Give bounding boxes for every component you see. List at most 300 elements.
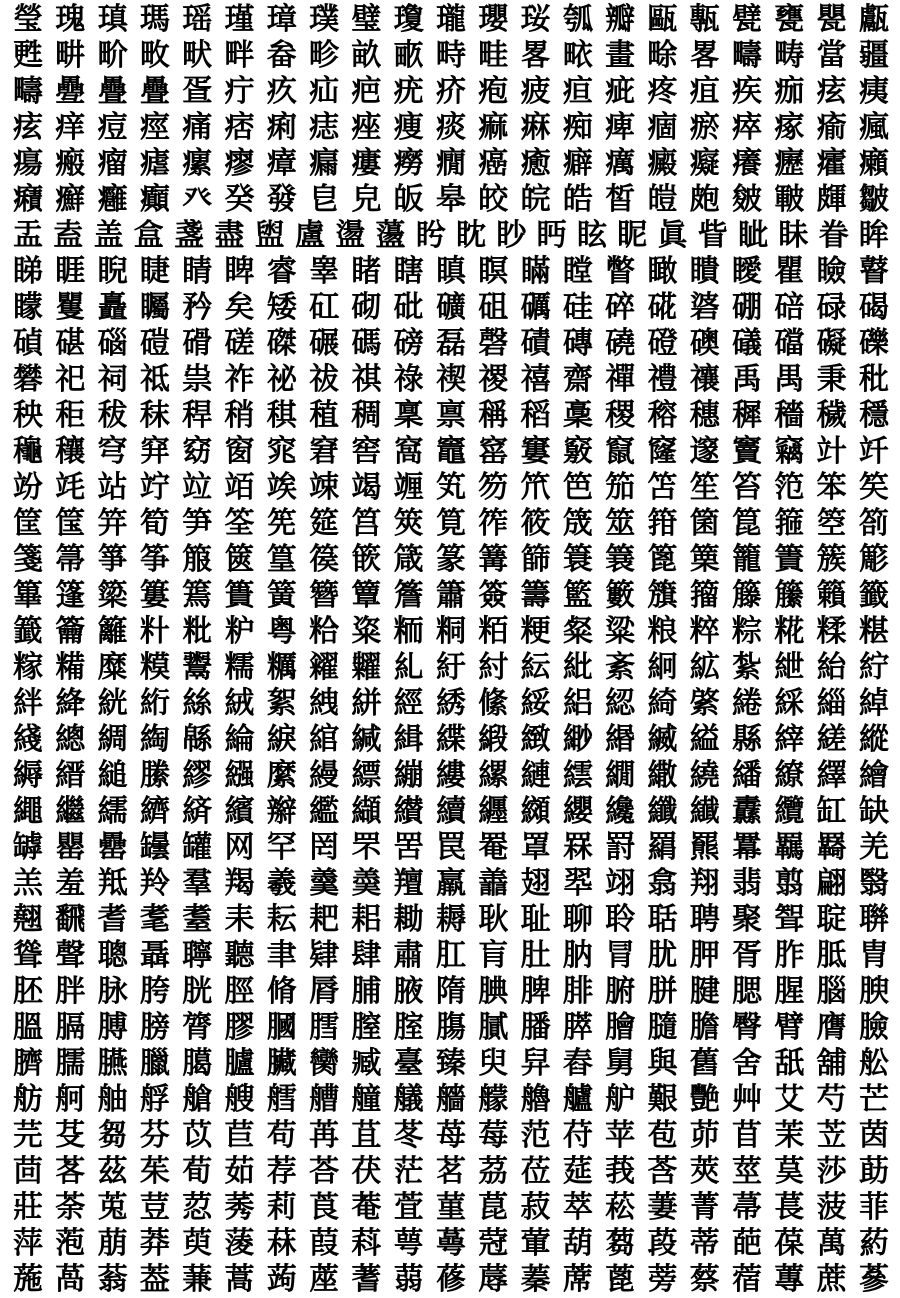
glyph-cell: 纜 bbox=[774, 794, 805, 829]
glyph-cell: 籐 bbox=[732, 578, 763, 613]
glyph-cell: 菠 bbox=[816, 1190, 847, 1225]
glyph-cell: 甓 bbox=[732, 2, 763, 37]
glyph-cell: 碵 bbox=[13, 326, 43, 361]
glyph-cell: 繽 bbox=[224, 794, 255, 829]
glyph-cell: 綣 bbox=[732, 686, 763, 721]
glyph-cell: 蔗 bbox=[816, 1262, 847, 1297]
glyph-cell: 菴 bbox=[351, 1190, 382, 1225]
glyph-cell: 粫 bbox=[393, 614, 424, 649]
glyph-cell: 腟 bbox=[393, 1010, 424, 1045]
glyph-cell: 粳 bbox=[520, 614, 551, 649]
glyph-cell: 甗 bbox=[858, 2, 889, 37]
glyph-cell: 睾 bbox=[309, 254, 340, 289]
glyph-cell: 臟 bbox=[266, 1046, 297, 1081]
glyph-cell: 胥 bbox=[732, 938, 763, 973]
glyph-cell: 睹 bbox=[351, 254, 382, 289]
glyph-cell: 龝 bbox=[13, 434, 43, 469]
glyph-cell: 胖 bbox=[55, 974, 86, 1009]
glyph-cell: 疆 bbox=[858, 38, 889, 73]
glyph-cell: 畋 bbox=[139, 38, 170, 73]
glyph-cell: 荼 bbox=[55, 1190, 86, 1225]
glyph-cell: 礒 bbox=[732, 326, 763, 361]
glyph-cell: 苟 bbox=[266, 1118, 297, 1153]
glyph-cell: 糜 bbox=[97, 650, 128, 685]
glyph-cell: 皸 bbox=[774, 182, 805, 217]
glyph-cell: 笙 bbox=[689, 470, 720, 505]
glyph-cell: 簓 bbox=[858, 542, 889, 577]
glyph-cell: 秧 bbox=[13, 398, 43, 433]
glyph-cell: 綮 bbox=[689, 686, 720, 721]
glyph-cell: 葫 bbox=[562, 1226, 593, 1261]
glyph-row bbox=[10, 506, 892, 542]
glyph-cell: 网 bbox=[224, 830, 255, 865]
glyph-cell: 疽 bbox=[689, 74, 720, 109]
glyph-cell: 臻 bbox=[435, 1046, 466, 1081]
glyph-cell: 繦 bbox=[224, 758, 255, 793]
glyph-cell: 羶 bbox=[393, 866, 424, 901]
glyph-cell: 皋 bbox=[435, 182, 466, 217]
glyph-cell: 菁 bbox=[689, 1190, 720, 1225]
glyph-cell: 畤 bbox=[435, 38, 466, 73]
glyph-cell: 縱 bbox=[858, 722, 889, 757]
glyph-cell: 絲 bbox=[182, 686, 213, 721]
glyph-row bbox=[10, 74, 892, 110]
glyph-cell: 癢 bbox=[732, 146, 763, 181]
glyph-cell: 聆 bbox=[605, 902, 636, 937]
glyph-cell: 眷 bbox=[818, 218, 849, 253]
glyph-cell: 缺 bbox=[858, 794, 889, 829]
glyph-cell: 稻 bbox=[520, 398, 551, 433]
glyph-cell: 臂 bbox=[774, 1010, 805, 1045]
glyph-cell: 禝 bbox=[478, 362, 509, 397]
glyph-cell: 緞 bbox=[478, 722, 509, 757]
glyph-cell: 茆 bbox=[689, 1118, 720, 1153]
glyph-cell: 肭 bbox=[562, 938, 593, 973]
glyph-cell: 磚 bbox=[562, 326, 593, 361]
glyph-cell: 粨 bbox=[478, 614, 509, 649]
glyph-cell: 竰 bbox=[393, 470, 424, 505]
glyph-cell: 紵 bbox=[858, 650, 889, 685]
glyph-cell: 瓔 bbox=[478, 2, 509, 37]
glyph-cell: 綵 bbox=[774, 686, 805, 721]
glyph-cell: 眄 bbox=[536, 218, 567, 253]
glyph-cell: 疝 bbox=[309, 74, 340, 109]
glyph-cell: 纓 bbox=[562, 794, 593, 829]
glyph-cell: 肚 bbox=[520, 938, 551, 973]
glyph-cell: 舁 bbox=[520, 1046, 551, 1081]
glyph-cell: 聚 bbox=[732, 902, 763, 937]
glyph-cell: 癰 bbox=[97, 182, 128, 217]
glyph-cell: 穃 bbox=[647, 398, 678, 433]
glyph-cell: 蓿 bbox=[732, 1262, 763, 1297]
glyph-cell: 皙 bbox=[605, 182, 636, 217]
glyph-cell: 瞰 bbox=[647, 254, 678, 289]
glyph-cell: 縉 bbox=[55, 758, 86, 793]
glyph-cell: 絆 bbox=[13, 686, 43, 721]
glyph-cell: 艀 bbox=[139, 1082, 170, 1117]
glyph-cell: 盥 bbox=[254, 218, 285, 253]
glyph-cell: 罧 bbox=[562, 830, 593, 865]
glyph-cell: 穢 bbox=[816, 398, 847, 433]
glyph-cell: 脯 bbox=[351, 974, 382, 1009]
glyph-cell: 纛 bbox=[732, 794, 763, 829]
glyph-cell: 綛 bbox=[605, 686, 636, 721]
glyph-cell: 茉 bbox=[774, 1118, 805, 1153]
glyph-cell: 畩 bbox=[562, 38, 593, 73]
glyph-cell: 眛 bbox=[778, 218, 809, 253]
glyph-cell: 繙 bbox=[732, 758, 763, 793]
glyph-cell: 膵 bbox=[562, 1010, 593, 1045]
glyph-cell: 箜 bbox=[816, 506, 847, 541]
glyph-cell: 綢 bbox=[97, 722, 128, 757]
glyph-cell: 礬 bbox=[13, 362, 43, 397]
glyph-cell: 畛 bbox=[309, 38, 340, 73]
glyph-cell: 箟 bbox=[732, 506, 763, 541]
glyph-cell: 癶 bbox=[182, 182, 213, 217]
glyph-cell: 胛 bbox=[689, 938, 720, 973]
glyph-cell: 盡 bbox=[214, 218, 245, 253]
glyph-cell: 胙 bbox=[774, 938, 805, 973]
glyph-cell: 翡 bbox=[732, 866, 763, 901]
glyph-cell: 癜 bbox=[647, 146, 678, 181]
glyph-cell: 羃 bbox=[732, 830, 763, 865]
glyph-cell: 篦 bbox=[647, 542, 678, 577]
glyph-cell: 篩 bbox=[520, 542, 551, 577]
glyph-cell: 艚 bbox=[309, 1082, 340, 1117]
glyph-row bbox=[10, 542, 892, 578]
glyph-cell: 聢 bbox=[816, 902, 847, 937]
glyph-cell: 疣 bbox=[393, 74, 424, 109]
glyph-cell: 甦 bbox=[13, 38, 43, 73]
glyph-cell: 聘 bbox=[689, 902, 720, 937]
glyph-cell: 緘 bbox=[351, 722, 382, 757]
glyph-cell: 篷 bbox=[55, 578, 86, 613]
glyph-cell: 篝 bbox=[478, 542, 509, 577]
glyph-cell: 脣 bbox=[309, 974, 340, 1009]
glyph-cell: 睥 bbox=[224, 254, 255, 289]
glyph-cell: 磴 bbox=[647, 326, 678, 361]
glyph-cell: 罘 bbox=[351, 830, 382, 865]
glyph-cell: 蒂 bbox=[689, 1226, 720, 1261]
glyph-row bbox=[10, 650, 892, 686]
glyph-row bbox=[10, 1082, 892, 1118]
glyph-cell: 聿 bbox=[266, 938, 297, 973]
glyph-cell: 疲 bbox=[520, 74, 551, 109]
glyph-cell: 綏 bbox=[520, 686, 551, 721]
glyph-cell: 礇 bbox=[689, 326, 720, 361]
glyph-cell: 禹 bbox=[732, 362, 763, 397]
glyph-row bbox=[10, 938, 892, 974]
glyph-cell: 苞 bbox=[647, 1118, 678, 1153]
glyph-cell: 莅 bbox=[520, 1154, 551, 1189]
glyph-cell: 聶 bbox=[139, 938, 170, 973]
glyph-cell: 笶 bbox=[858, 470, 889, 505]
glyph-cell: 痘 bbox=[97, 110, 128, 145]
glyph-cell: 疇 bbox=[13, 74, 43, 109]
glyph-cell: 胼 bbox=[647, 974, 678, 1009]
glyph-row bbox=[10, 326, 892, 362]
glyph-cell: 箝 bbox=[647, 506, 678, 541]
glyph-row bbox=[10, 686, 892, 722]
glyph-cell: 盍 bbox=[53, 218, 84, 253]
glyph-cell: 絮 bbox=[266, 686, 297, 721]
glyph-cell: 舅 bbox=[605, 1046, 636, 1081]
glyph-cell: 禀 bbox=[435, 398, 466, 433]
glyph-cell: 疤 bbox=[351, 74, 382, 109]
glyph-row bbox=[10, 1118, 892, 1154]
glyph-cell: 疼 bbox=[647, 74, 678, 109]
glyph-cell: 瘺 bbox=[309, 146, 340, 181]
glyph-cell: 礦 bbox=[435, 290, 466, 325]
glyph-cell: 祕 bbox=[266, 362, 297, 397]
glyph-cell: 粮 bbox=[647, 614, 678, 649]
glyph-cell: 瞿 bbox=[774, 254, 805, 289]
glyph-cell: 痤 bbox=[351, 110, 382, 145]
glyph-cell: 簟 bbox=[351, 578, 382, 613]
glyph-cell: 疸 bbox=[562, 74, 593, 109]
glyph-cell: 蓴 bbox=[774, 1262, 805, 1297]
glyph-cell: 癬 bbox=[55, 182, 86, 217]
glyph-cell: 竝 bbox=[182, 470, 213, 505]
glyph-cell: 萵 bbox=[55, 1262, 86, 1297]
glyph-cell: 疊 bbox=[139, 74, 170, 109]
glyph-cell: 膀 bbox=[139, 1010, 170, 1045]
glyph-cell: 祺 bbox=[351, 362, 382, 397]
glyph-cell: 瘁 bbox=[732, 110, 763, 145]
glyph-cell: 癒 bbox=[520, 146, 551, 181]
glyph-cell: 莵 bbox=[97, 1190, 128, 1225]
glyph-cell: 糺 bbox=[393, 650, 424, 685]
glyph-cell: 苺 bbox=[435, 1118, 466, 1153]
glyph-cell: 竡 bbox=[224, 470, 255, 505]
glyph-cell: 腆 bbox=[478, 974, 509, 1009]
glyph-cell: 睚 bbox=[55, 254, 86, 289]
glyph-cell: 筱 bbox=[520, 506, 551, 541]
glyph-cell: 罍 bbox=[97, 830, 128, 865]
glyph-cell: 眈 bbox=[456, 218, 487, 253]
glyph-cell: 莊 bbox=[13, 1190, 43, 1225]
glyph-cell: 矍 bbox=[55, 290, 86, 325]
glyph-cell: 疵 bbox=[605, 74, 636, 109]
glyph-row bbox=[10, 1046, 892, 1082]
glyph-cell: 疥 bbox=[435, 74, 466, 109]
glyph-cell: 纐 bbox=[520, 794, 551, 829]
glyph-row bbox=[10, 290, 892, 326]
glyph-cell: 畧 bbox=[689, 38, 720, 73]
glyph-cell: 祿 bbox=[393, 362, 424, 397]
glyph-cell: 痳 bbox=[520, 110, 551, 145]
glyph-row bbox=[10, 254, 892, 290]
glyph-cell: 舳 bbox=[97, 1082, 128, 1117]
glyph-cell: 瑰 bbox=[55, 2, 86, 37]
glyph-cell: 罸 bbox=[605, 830, 636, 865]
glyph-cell: 聰 bbox=[97, 938, 128, 973]
glyph-cell: 祠 bbox=[97, 362, 128, 397]
glyph-cell: 痃 bbox=[13, 110, 43, 145]
glyph-cell: 篥 bbox=[689, 542, 720, 577]
glyph-cell: 碣 bbox=[858, 290, 889, 325]
glyph-cell: 簽 bbox=[478, 578, 509, 613]
glyph-cell: 萇 bbox=[774, 1190, 805, 1225]
glyph-cell: 硅 bbox=[562, 290, 593, 325]
glyph-row bbox=[10, 2, 892, 38]
glyph-cell: 瘴 bbox=[266, 146, 297, 181]
glyph-cell: 腱 bbox=[689, 974, 720, 1009]
glyph-cell: 籥 bbox=[55, 614, 86, 649]
glyph-cell: 繚 bbox=[774, 758, 805, 793]
glyph-cell: 瓊 bbox=[393, 2, 424, 37]
glyph-cell: 綸 bbox=[224, 722, 255, 757]
glyph-cell: 穹 bbox=[97, 434, 128, 469]
glyph-cell: 與 bbox=[647, 1046, 678, 1081]
glyph-cell: 瘋 bbox=[858, 110, 889, 145]
glyph-cell: 眤 bbox=[617, 218, 648, 253]
glyph-cell: 瘀 bbox=[689, 110, 720, 145]
glyph-cell: 稘 bbox=[266, 398, 297, 433]
glyph-cell: 艸 bbox=[732, 1082, 763, 1117]
glyph-cell: 葷 bbox=[520, 1226, 551, 1261]
glyph-cell: 簧 bbox=[266, 578, 297, 613]
glyph-cell: 紮 bbox=[732, 650, 763, 685]
glyph-cell: 莇 bbox=[858, 1154, 889, 1189]
glyph-cell: 緕 bbox=[182, 794, 213, 829]
glyph-row bbox=[10, 182, 892, 218]
glyph-cell: 箋 bbox=[13, 542, 43, 577]
glyph-cell: 繻 bbox=[97, 794, 128, 829]
glyph-cell: 蒿 bbox=[224, 1262, 255, 1297]
glyph-cell: 皈 bbox=[393, 182, 424, 217]
glyph-cell: 祟 bbox=[182, 362, 213, 397]
glyph-cell: 胯 bbox=[139, 974, 170, 1009]
glyph-cell: 艢 bbox=[435, 1082, 466, 1117]
glyph-cell: 竦 bbox=[309, 470, 340, 505]
glyph-cell: 矮 bbox=[266, 290, 297, 325]
glyph-cell: 腋 bbox=[393, 974, 424, 1009]
glyph-cell: 舂 bbox=[562, 1046, 593, 1081]
glyph-cell: 矜 bbox=[182, 290, 213, 325]
glyph-cell: 芍 bbox=[816, 1082, 847, 1117]
glyph-cell: 繆 bbox=[182, 758, 213, 793]
glyph-cell: 筧 bbox=[435, 506, 466, 541]
glyph-cell: 葆 bbox=[774, 1226, 805, 1261]
glyph-cell: 臺 bbox=[393, 1046, 424, 1081]
glyph-cell: 艝 bbox=[266, 1082, 297, 1117]
glyph-cell: 簑 bbox=[562, 542, 593, 577]
glyph-cell: 茖 bbox=[55, 1154, 86, 1189]
glyph-cell: 糂 bbox=[858, 614, 889, 649]
glyph-cell: 膠 bbox=[224, 1010, 255, 1045]
glyph-cell: 紕 bbox=[562, 650, 593, 685]
glyph-cell: 糶 bbox=[351, 650, 382, 685]
glyph-row bbox=[10, 758, 892, 794]
glyph-cell: 箴 bbox=[393, 542, 424, 577]
glyph-cell: 瞽 bbox=[858, 254, 889, 289]
glyph-cell: 笂 bbox=[435, 470, 466, 505]
glyph-cell: 瞹 bbox=[732, 254, 763, 289]
glyph-cell: 祀 bbox=[55, 362, 86, 397]
glyph-cell: 磋 bbox=[224, 326, 255, 361]
glyph-cell: 簣 bbox=[224, 578, 255, 613]
glyph-cell: 膃 bbox=[13, 1010, 43, 1045]
glyph-cell: 萃 bbox=[562, 1190, 593, 1225]
glyph-cell: 耻 bbox=[520, 902, 551, 937]
glyph-cell: 茗 bbox=[435, 1154, 466, 1189]
glyph-cell: 罔 bbox=[309, 830, 340, 865]
glyph-row bbox=[10, 110, 892, 146]
glyph-cell: 羔 bbox=[13, 866, 43, 901]
glyph-cell: 膣 bbox=[351, 1010, 382, 1045]
glyph-cell: 筅 bbox=[266, 506, 297, 541]
glyph-cell: 苻 bbox=[562, 1118, 593, 1153]
glyph-cell: 簀 bbox=[774, 542, 805, 577]
glyph-cell: 痒 bbox=[55, 110, 86, 145]
glyph-cell: 籵 bbox=[139, 614, 170, 649]
glyph-cell: 皀 bbox=[309, 182, 340, 217]
glyph-cell: 籔 bbox=[605, 578, 636, 613]
glyph-cell: 祓 bbox=[309, 362, 340, 397]
glyph-cell: 痼 bbox=[647, 110, 678, 145]
glyph-cell: 縲 bbox=[478, 758, 509, 793]
glyph-cell: 穗 bbox=[689, 398, 720, 433]
glyph-cell: 膂 bbox=[182, 1010, 213, 1045]
glyph-cell: 疇 bbox=[732, 38, 763, 73]
glyph-cell: 矇 bbox=[13, 290, 43, 325]
glyph-cell: 縟 bbox=[13, 758, 43, 793]
glyph-cell: 莚 bbox=[562, 1154, 593, 1189]
glyph-cell: 皚 bbox=[647, 182, 678, 217]
glyph-cell: 臠 bbox=[309, 1046, 340, 1081]
glyph-cell: 癨 bbox=[816, 146, 847, 181]
glyph-cell: 笞 bbox=[732, 470, 763, 505]
glyph-cell: 筬 bbox=[562, 506, 593, 541]
glyph-cell: 癸 bbox=[224, 182, 255, 217]
glyph-cell: 秣 bbox=[139, 398, 170, 433]
glyph-cell: 疉 bbox=[55, 74, 86, 109]
glyph-cell: 脛 bbox=[224, 974, 255, 1009]
glyph-cell: 羸 bbox=[435, 866, 466, 901]
glyph-cell: 眥 bbox=[697, 218, 728, 253]
glyph-cell: 砌 bbox=[351, 290, 382, 325]
glyph-cell: 磽 bbox=[605, 326, 636, 361]
glyph-cell: 畔 bbox=[224, 38, 255, 73]
glyph-cell: 祚 bbox=[224, 362, 255, 397]
glyph-cell: 脾 bbox=[520, 974, 551, 1009]
glyph-cell: 聽 bbox=[224, 938, 255, 973]
glyph-cell: 續 bbox=[435, 794, 466, 829]
glyph-cell: 總 bbox=[55, 722, 86, 757]
glyph-cell: 窘 bbox=[309, 434, 340, 469]
glyph-cell: 繞 bbox=[689, 758, 720, 793]
glyph-cell: 辮 bbox=[266, 794, 297, 829]
glyph-cell: 箍 bbox=[774, 506, 805, 541]
glyph-cell: 笆 bbox=[562, 470, 593, 505]
glyph-cell: 粽 bbox=[732, 614, 763, 649]
glyph-cell: 羣 bbox=[182, 866, 213, 901]
glyph-cell: 瘰 bbox=[182, 146, 213, 181]
glyph-cell: 臘 bbox=[139, 1046, 170, 1081]
glyph-cell: 磧 bbox=[520, 326, 551, 361]
glyph-cell: 蒡 bbox=[647, 1262, 678, 1297]
glyph-cell: 痛 bbox=[182, 110, 213, 145]
glyph-cell: 癘 bbox=[605, 146, 636, 181]
glyph-cell: 葯 bbox=[858, 1226, 889, 1261]
glyph-cell: 耆 bbox=[97, 902, 128, 937]
glyph-cell: 篳 bbox=[13, 578, 43, 613]
glyph-cell: 睿 bbox=[266, 254, 297, 289]
glyph-cell: 碾 bbox=[309, 326, 340, 361]
glyph-cell: 腥 bbox=[774, 974, 805, 1009]
glyph-cell: 簇 bbox=[816, 542, 847, 577]
